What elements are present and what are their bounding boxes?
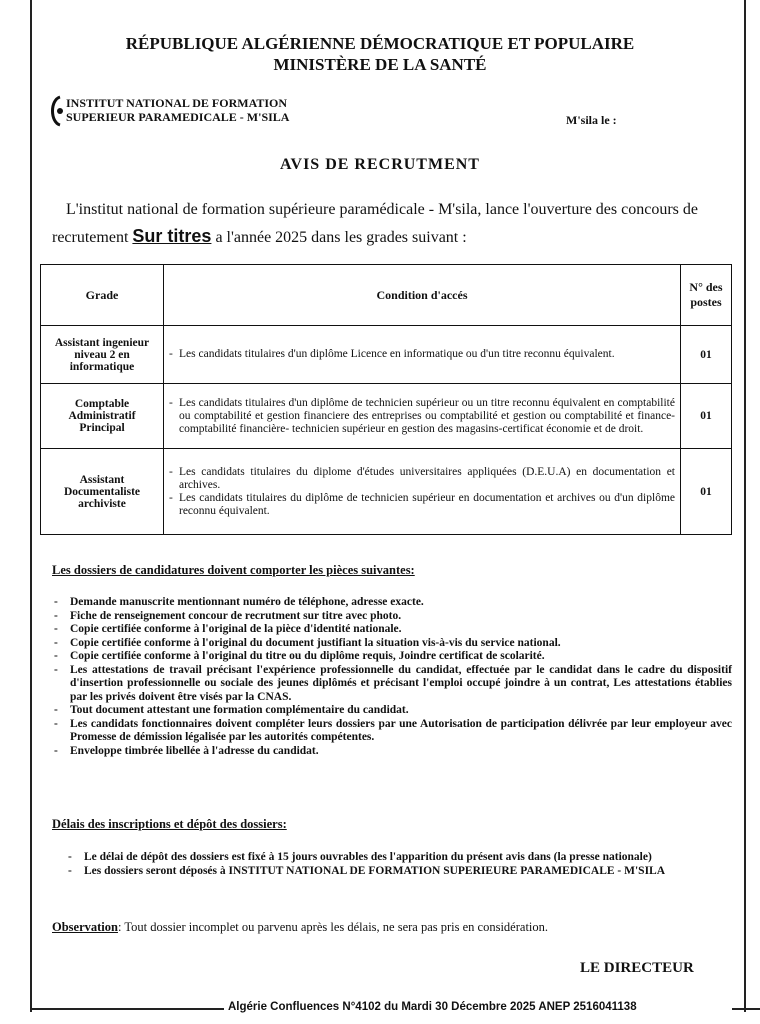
grade-cell: Comptable Administratif Principal — [41, 384, 164, 449]
dossier-list — [52, 596, 732, 758]
scan-border-left — [30, 0, 32, 1012]
list-item: - Fiche de renseignement concour de recrutment sur titre avec photo. — [52, 610, 732, 624]
condition-cell — [164, 326, 681, 384]
footer-rule-right — [732, 1008, 760, 1010]
list-item: - Les dossiers seront déposés à INSTITUT NATIONAL DE FORMATION SUPERIEURE PARAMEDICALE - M'SILA — [66, 865, 666, 879]
table-row — [41, 326, 732, 384]
institute-name — [48, 96, 289, 124]
list-item: - Enveloppe timbrée libellée à l'adresse du candidat. — [52, 745, 732, 759]
intro-text: L'institut national de formation supérieure paramédicale - M'sila, lance l'ouverture des concours de recrutement — [52, 201, 698, 246]
postes-cell: 01 — [681, 384, 732, 449]
notice-title: AVIS DE RECRUTMENT — [280, 156, 480, 173]
condition-item: - Les candidats titulaires d'un diplôme de technicien supérieur ou un titre reconnu équivalent en comptabilité ou comptabilité et gestion financiere des entreprises ou comptabilité et gestion ou comptabilité et finance- comptabilité financière- technicien supérieur en gestion des magasins-certificat économie et de droit. — [179, 397, 675, 436]
delais-list — [66, 851, 666, 878]
signature: LE DIRECTEUR — [580, 960, 694, 976]
condition-cell — [164, 384, 681, 449]
header-postes: N° des postes — [681, 265, 732, 326]
footer-rule-left — [30, 1008, 224, 1010]
grade-cell: Assistant Documentaliste archiviste — [41, 449, 164, 535]
publication-footer: Algérie Confluences N°4102 du Mardi 30 Décembre 2025 ANEP 2516041138 — [228, 1001, 637, 1013]
table-row — [41, 384, 732, 449]
observation-text: : Tout dossier incomplet ou parvenu après les délais, ne sera pas pris en considération. — [117, 920, 549, 934]
institute-line-2: SUPERIEUR PARAMEDICALE - M'SILA — [66, 110, 290, 124]
list-item: - Les attestations de travail précisant l'expérience professionnelle du candidat, effectuée par le candidat dans le cadre du dispositif d'insertion professionnelle ou sociale des jeunes diplômés et précisant l'emploi occupé joindre à un contrat, Les attestations établies par les privés doivent être visés par la CNAS. — [52, 664, 732, 705]
grade-cell: Assistant ingenieur niveau 2 en informatique — [41, 326, 164, 384]
condition-item: - Les candidats titulaires d'un diplôme Licence en informatique ou d'un titre reconnu équivalent. — [179, 348, 675, 361]
header-grade: Grade — [41, 265, 164, 326]
condition-item: - Les candidats titulaires du diplome d'études universitaires appliquées (D.E.U.A) en documentation et archives. — [179, 466, 675, 492]
observation — [52, 920, 548, 935]
institute-line-1: INSTITUT NATIONAL DE FORMATION — [66, 96, 288, 110]
date-label: M'sila le : — [566, 113, 617, 127]
list-item: - Les candidats fonctionnaires doivent compléter leurs dossiers par une Autorisation de participation délivrée par leur employeur avec Promesse de démission légalisée par les autorités compétentes. — [52, 718, 732, 745]
intro-text-end: a l'année 2025 dans les grades suivant : — [211, 229, 467, 246]
list-item: - Tout document attestant une formation complémentaire du candidat. — [52, 704, 732, 718]
table-row — [41, 449, 732, 535]
ministry-heading: MINISTÈRE DE LA SANTÉ — [273, 55, 487, 74]
condition-cell — [164, 449, 681, 535]
postes-cell: 01 — [681, 326, 732, 384]
republic-heading: RÉPUBLIQUE ALGÉRIENNE DÉMOCRATIQUE ET POPULAIRE — [125, 34, 635, 53]
intro-paragraph — [52, 196, 732, 251]
condition-item: - Les candidats titulaires du diplôme de technicien supérieur en documentation et archives ou d'un diplôme reconnu équivalent. — [179, 492, 675, 518]
table-header-row — [41, 265, 732, 326]
list-item: - Le délai de dépôt des dossiers est fixé à 15 jours ouvrables des l'apparition du présent avis dans (la presse nationale) — [66, 851, 666, 865]
positions-table — [40, 264, 732, 535]
observation-label: Observation — [52, 920, 118, 934]
list-item: - Copie certifiée conforme à l'original du titre ou du diplôme requis, Joindre certificat de scolarité. — [52, 650, 732, 664]
list-item: - Copie certifiée conforme à l'original de la pièce d'identité nationale. — [52, 623, 732, 637]
list-item: - Copie certifiée conforme à l'original du document justifiant la situation vis-à-vis du service national. — [52, 637, 732, 651]
scan-border-right — [744, 0, 746, 1012]
delais-section-title: Délais des inscriptions et dépôt des dossiers: — [52, 817, 287, 831]
dossier-section-title: Les dossiers de candidatures doivent comporter les pièces suivantes: — [52, 563, 415, 577]
postes-cell: 01 — [681, 449, 732, 535]
list-item: - Demande manuscrite mentionnant numéro de téléphone, adresse exacte. — [52, 596, 732, 610]
header-condition: Condition d'accés — [164, 265, 681, 326]
intro-highlight: Sur titres — [132, 226, 212, 246]
